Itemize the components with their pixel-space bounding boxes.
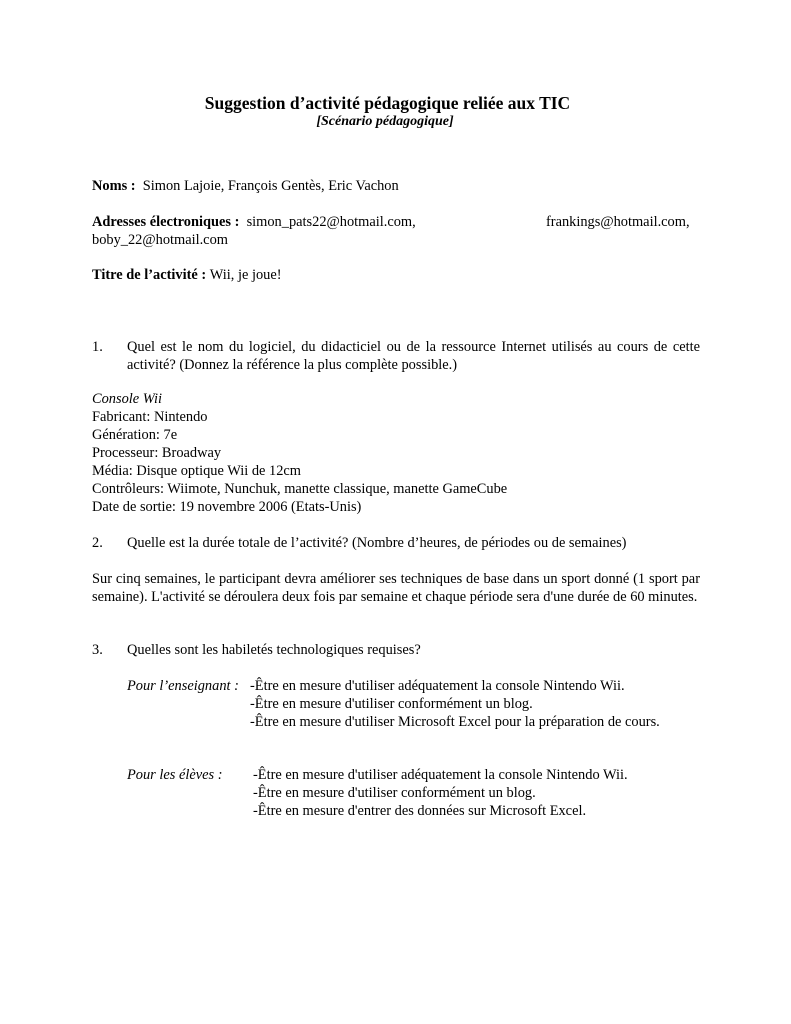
console-line: Date de sortie: 19 novembre 2006 (Etats-Unis) bbox=[92, 499, 362, 515]
question-1-number: 1. bbox=[92, 339, 103, 355]
question-3-number: 3. bbox=[92, 642, 103, 658]
console-line: Génération: 7e bbox=[92, 427, 178, 443]
question-1-text: Quel est le nom du logiciel, du didacticiel ou de la ressource Internet utilisés au cours de cette activité? (Donnez la référence la plus complète possible.) bbox=[127, 339, 700, 373]
enseignant-item: -Être en mesure d'utiliser adéquatement la console Nintendo Wii. bbox=[250, 678, 625, 694]
noms-label: Noms : bbox=[92, 178, 136, 194]
eleves-label: Pour les élèves : bbox=[127, 767, 223, 783]
email-2: frankings@hotmail.com, bbox=[546, 214, 690, 230]
eleves-item: -Être en mesure d'utiliser conformément un blog. bbox=[253, 785, 536, 801]
titre-value: Wii, je joue! bbox=[209, 267, 282, 283]
eleves-item: -Être en mesure d'utiliser adéquatement la console Nintendo Wii. bbox=[253, 767, 628, 783]
console-line: Média: Disque optique Wii de 12cm bbox=[92, 463, 301, 479]
email-3: boby_22@hotmail.com bbox=[92, 232, 228, 248]
noms-line bbox=[92, 177, 399, 195]
adresses-line bbox=[92, 213, 416, 231]
eleves-item: -Être en mesure d'entrer des données sur Microsoft Excel. bbox=[253, 803, 587, 819]
titre-label: Titre de l’activité : bbox=[92, 267, 207, 283]
console-name: Console Wii bbox=[92, 391, 162, 407]
enseignant-label: Pour l’enseignant : bbox=[127, 678, 239, 694]
adresses-label: Adresses électroniques : bbox=[92, 214, 240, 230]
question-2-text: Quelle est la durée totale de l’activité? (Nombre d’heures, de périodes ou de semaines) bbox=[127, 535, 627, 551]
question-3-text: Quelles sont les habiletés technologiques requises? bbox=[127, 642, 421, 658]
subtitle-text: Scénario pédagogique bbox=[321, 114, 449, 129]
console-line: Contrôleurs: Wiimote, Nunchuk, manette classique, manette GameCube bbox=[92, 481, 508, 497]
console-line: Fabricant: Nintendo bbox=[92, 409, 208, 425]
console-line: Processeur: Broadway bbox=[92, 445, 222, 461]
enseignant-item: -Être en mesure d'utiliser conformément un blog. bbox=[250, 696, 533, 712]
subtitle-bracket-close: ] bbox=[448, 114, 454, 129]
page-subtitle bbox=[0, 113, 770, 131]
noms-value: Simon Lajoie, François Gentès, Eric Vachon bbox=[142, 178, 399, 194]
duree-paragraph: Sur cinq semaines, le participant devra améliorer ses techniques de base dans un sport donné (1 sport par semaine). L'activité se déroulera deux fois par semaine et chaque période sera d'une durée de 60 minutes. bbox=[92, 571, 700, 605]
question-2-number: 2. bbox=[92, 535, 103, 551]
titre-line bbox=[92, 266, 282, 284]
enseignant-item: -Être en mesure d'utiliser Microsoft Excel pour la préparation de cours. bbox=[250, 714, 660, 730]
subtitle-bracket-open: [ bbox=[316, 114, 322, 129]
page-title: Suggestion d’activité pédagogique reliée aux TIC bbox=[204, 93, 571, 113]
email-1: simon_pats22@hotmail.com, bbox=[246, 214, 416, 230]
